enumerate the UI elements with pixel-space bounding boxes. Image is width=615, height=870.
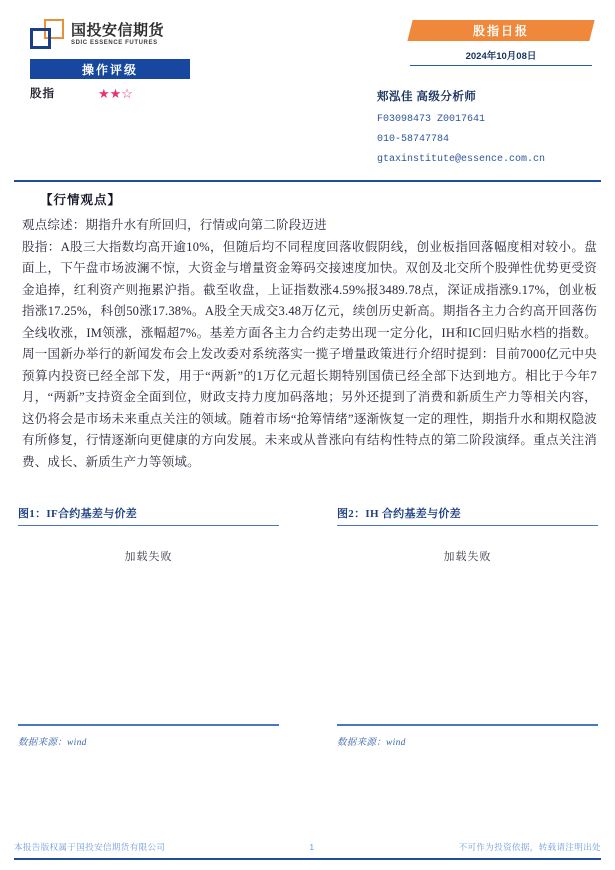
figure-1-canvas bbox=[18, 526, 279, 724]
company-logo bbox=[30, 19, 164, 49]
commentary-summary: 观点综述：期指升水有所回归，行情或向第二阶段迈进 bbox=[22, 218, 327, 232]
logo-blue-square-icon bbox=[30, 28, 51, 49]
figure-2-source: 数据来源：wind bbox=[337, 737, 406, 748]
rating-row bbox=[30, 85, 230, 101]
figure-1-source: 数据来源：wind bbox=[18, 737, 87, 748]
analyst-license: F03098473 Z0017641 bbox=[377, 114, 486, 125]
figure-panels bbox=[18, 505, 598, 748]
analyst-phone: 010-58747784 bbox=[377, 134, 450, 145]
analyst-info bbox=[377, 88, 592, 165]
footer-copyright: 本报告版权属于国投安信期货有限公司 bbox=[14, 842, 166, 852]
logo-mark-icon bbox=[30, 19, 64, 49]
operation-rating-label: 操作评级 bbox=[81, 62, 138, 77]
figure-2-title: 图2：IH 合约基差与价差 bbox=[337, 508, 461, 520]
logo-company-name-en: SDIC ESSENCE FUTURES bbox=[71, 39, 158, 46]
footer-row bbox=[14, 841, 601, 858]
rating-stars: ★★☆ bbox=[98, 85, 133, 101]
figure-2-load-error: 加载失败 bbox=[443, 551, 492, 564]
footer-divider bbox=[14, 858, 601, 860]
figure-1-title: 图1：IF合约基差与价差 bbox=[18, 508, 138, 520]
figure-panel-1 bbox=[18, 505, 279, 748]
header-divider bbox=[14, 180, 601, 182]
footer-page-number: 1 bbox=[309, 842, 315, 852]
commentary-detail: 股指：A股三大指数均高开逾10%，但随后均不同程度回落收假阴线，创业板指回落幅度相对较小。盘面上，下午盘市场波澜不惊，大资金与增量资金筹码交接速度加快。双创及北交所个股弹性优势更受资金追捧，红利资产则拖累沪指。截至收盘，上证指数涨4.59%报3489.78点，深证成指涨9.17%，创业板指涨17.25%，科创50涨17.38%。A股全天成交3.48万亿元，续创历史新高。期指各主力合约高开回落伤全线收涨，IM领涨，涨幅超7%。基差方面各主力合约走势出现一定分化，IH和IC回归贴水档的指数。周一国新办举行的新闻发布会上发改委对系统落实一揽子增量政策进行介绍时提到：目前7000亿元中央预算内投资已经全部下发，用于“两新”的1万亿元超长期特别国债已经全部下达到地方。相比于今年7月，“两新”支持资金全面到位，财政支持力度加码落地；另外还提到了消费和新质生产力等相关内容，这仍将会是市场未来重点关注的领域。随着市场“抢筹情绪”逐渐恢复一定的理性，期指升水和期权隐波有所修复，行情逐渐向更健康的方向发展。未来或从普涨向有结构性特点的第二阶段演绎。重点关注消费、成长、新质生产力等领域。 bbox=[22, 239, 597, 469]
figure-1-load-error: 加载失败 bbox=[124, 551, 173, 564]
logo-company-name-cn: 国投安信期货 bbox=[71, 21, 165, 39]
figure-panel-2 bbox=[337, 505, 598, 748]
report-date: 2024年10月08日 bbox=[410, 48, 592, 66]
analyst-email[interactable]: gtaxinstitute@essence.com.cn bbox=[377, 154, 546, 165]
report-header bbox=[0, 0, 615, 182]
footer-disclaimer: 不可作为投资依据，转载请注明出处 bbox=[458, 842, 601, 852]
rating-instrument-label: 股指 bbox=[30, 88, 55, 100]
report-title-banner bbox=[410, 20, 592, 41]
report-footer bbox=[14, 841, 601, 860]
section-heading-market-view: 【行情观点】 bbox=[40, 193, 122, 207]
logo-text bbox=[71, 23, 164, 46]
operation-rating-bar bbox=[30, 59, 190, 79]
figure-2-canvas bbox=[337, 526, 598, 724]
market-commentary bbox=[22, 215, 597, 473]
report-title: 股指日报 bbox=[472, 24, 529, 38]
analyst-name: 郏泓佳 高级分析师 bbox=[377, 91, 477, 103]
